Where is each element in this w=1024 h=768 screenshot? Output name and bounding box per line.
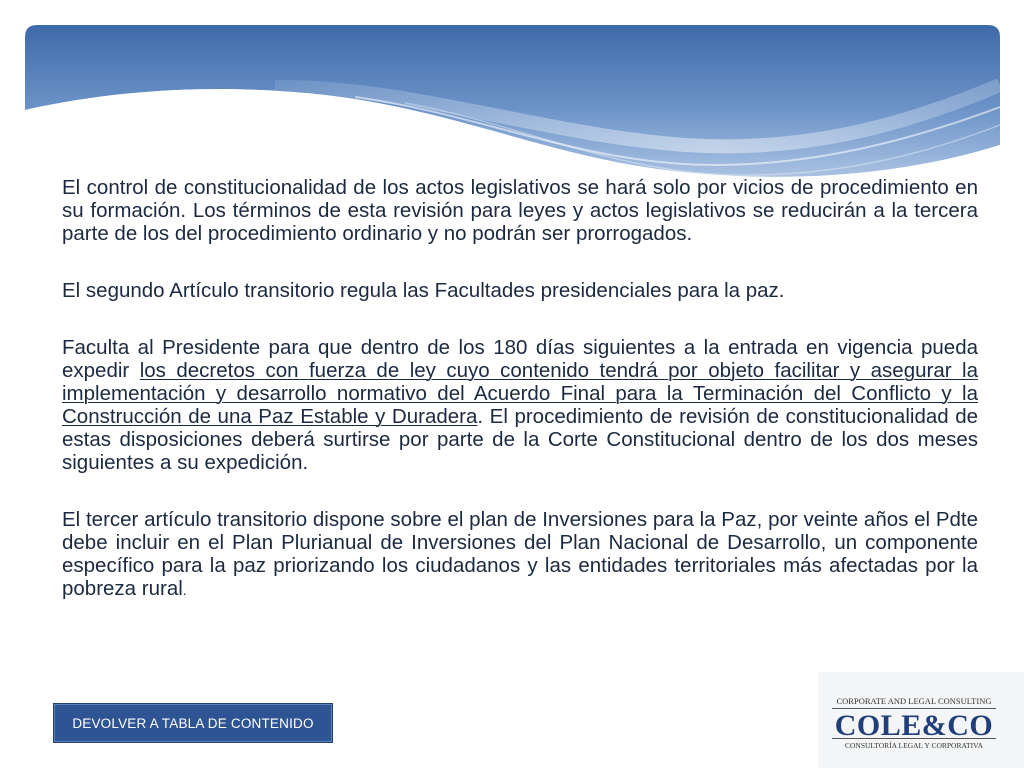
paragraph-tercer-articulo bbox=[62, 508, 978, 602]
header-wave-banner bbox=[25, 25, 1000, 185]
paragraph3-after: . El procedimiento de revisión de constitucionalidad de estas disposiciones deberá surtirse por parte de la Corte Constitucional dentro de los dos meses siguientes a su expedición. bbox=[62, 405, 979, 474]
paragraph-faculta-presidente bbox=[62, 336, 978, 474]
paragraph3-before: Faculta al Presidente para que dentro de los 180 días siguientes a la entrada en vigencia pueda expedir bbox=[62, 336, 978, 382]
logo-top-line: CORPORATE AND LEGAL CONSULTING bbox=[832, 696, 996, 709]
cole-co-logo bbox=[818, 672, 1024, 768]
paragraph-control-constitucionalidad: El control de constitucionalidad de los actos legislativos se hará solo por vicios de procedimiento en su formación. Los términos de esta revisión para leyes y actos legislativos se reducirán a la tercera parte de los del procedimiento ordinario y no podrán ser prorrogados. bbox=[62, 176, 978, 245]
paragraph3-underlined: los decretos con fuerza de ley cuyo contenido tendrá por objeto facilitar y asegurar la implementación y desarrollo normativo del Acuerdo Final para la Terminación del Conflicto y la Construcción de una Paz Estable y Duradera bbox=[62, 359, 978, 428]
back-to-contents-button[interactable]: DEVOLVER A TABLA DE CONTENIDO bbox=[53, 703, 333, 743]
paragraph4-text: El tercer artículo transitorio dispone sobre el plan de Inversiones para la Paz, por veinte años el Pdte debe incluir en el Plan Plurianual de Inversiones del Plan Nacional de Desarrollo, un componente específico para la paz priorizando los ciudadanos y las entidades territoriales más afectadas por la pobreza rural bbox=[62, 508, 978, 600]
paragraph-segundo-articulo: El segundo Artículo transitorio regula las Facultades presidenciales para la paz. bbox=[62, 279, 785, 302]
slide-body-text bbox=[62, 176, 978, 636]
logo-bottom-line: CONSULTORÍA LEGAL Y CORPORATIVA bbox=[832, 738, 996, 750]
paragraph4-end: . bbox=[182, 582, 187, 598]
logo-name: COLE&CO bbox=[834, 709, 994, 742]
